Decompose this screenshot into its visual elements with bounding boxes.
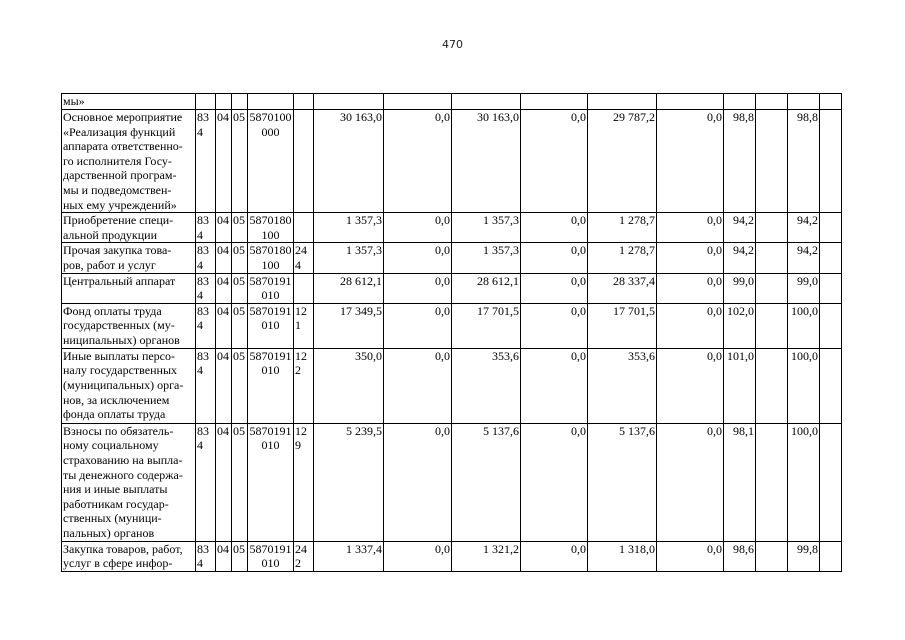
cell-ved: 834 <box>196 423 216 541</box>
cell-percent-1: 99,0 <box>724 273 756 303</box>
cell-pr: 05 <box>232 423 248 541</box>
cell-value-2: 0,0 <box>384 423 452 541</box>
cell-empty <box>820 273 842 303</box>
cell-value-2: 0,0 <box>384 348 452 423</box>
cell-empty <box>820 541 842 571</box>
cell-pr <box>232 94 248 110</box>
cell-csr: 5870180 100 <box>249 243 292 272</box>
cell-value-1: 1 357,3 <box>314 213 384 243</box>
cell-value-5: 17 701,5 <box>588 303 657 348</box>
cell-percent-2: 94,2 <box>788 243 820 273</box>
cell-value-6: 0,0 <box>657 348 724 423</box>
cell-value-4: 0,0 <box>521 541 588 571</box>
cell-csr: 5870191 010 <box>249 541 292 571</box>
cell-vr <box>294 213 314 243</box>
cell-pr: 05 <box>232 243 248 273</box>
cell-value-4: 0,0 <box>521 423 588 541</box>
cell-value-6: 0,0 <box>657 273 724 303</box>
cell-name: Закупка товаров, работ, услуг в сфере инфор- <box>62 541 196 571</box>
cell-empty <box>756 273 788 303</box>
cell-rz: 04 <box>216 110 232 213</box>
cell-percent-1: 102,0 <box>724 303 756 348</box>
cell-value-3: 1 321,2 <box>452 541 521 571</box>
cell-empty <box>756 243 788 273</box>
cell-value-3: 28 612,1 <box>452 273 521 303</box>
table-row <box>62 348 842 423</box>
cell-empty <box>820 110 842 213</box>
cell-value-4 <box>521 94 588 110</box>
cell-pr: 05 <box>232 348 248 423</box>
cell-rz: 04 <box>216 541 232 571</box>
cell-ved: 834 <box>196 303 216 348</box>
cell-pr: 05 <box>232 541 248 571</box>
cell-rz: 04 <box>216 303 232 348</box>
cell-ved: 834 <box>196 273 216 303</box>
cell-value-4: 0,0 <box>521 273 588 303</box>
cell-vr <box>294 273 314 303</box>
cell-name: Прочая закупка това- ров, работ и услуг <box>62 243 196 273</box>
cell-empty <box>820 213 842 243</box>
cell-name: Иные выплаты персо- налу государственных (муниципальных) орга- нов, за исключением фонда оплаты труда <box>62 348 196 423</box>
cell-value-3 <box>452 94 521 110</box>
cell-pr: 05 <box>232 273 248 303</box>
table-row <box>62 273 842 303</box>
cell-ved: 834 <box>196 213 216 243</box>
cell-name: Фонд оплаты труда государственных (му- ниципальных) органов <box>62 303 196 348</box>
cell-value-3: 17 701,5 <box>452 303 521 348</box>
cell-value-3: 1 357,3 <box>452 243 521 273</box>
cell-value-6: 0,0 <box>657 213 724 243</box>
table-row <box>62 94 842 110</box>
cell-value-1 <box>314 94 384 110</box>
cell-ved: 834 <box>196 110 216 213</box>
cell-empty <box>756 110 788 213</box>
cell-ved: 834 <box>196 541 216 571</box>
cell-vr <box>294 110 314 213</box>
cell-empty <box>820 303 842 348</box>
cell-percent-2: 98,8 <box>788 110 820 213</box>
budget-table-body <box>62 94 842 572</box>
cell-empty <box>756 348 788 423</box>
cell-empty <box>756 94 788 110</box>
cell-rz: 04 <box>216 273 232 303</box>
cell-value-2 <box>384 94 452 110</box>
cell-vr: 244 <box>294 243 314 273</box>
cell-percent-2: 100,0 <box>788 303 820 348</box>
cell-value-3: 5 137,6 <box>452 423 521 541</box>
cell-value-5 <box>588 94 657 110</box>
cell-value-5: 28 337,4 <box>588 273 657 303</box>
cell-value-4: 0,0 <box>521 348 588 423</box>
cell-value-4: 0,0 <box>521 303 588 348</box>
cell-percent-1: 101,0 <box>724 348 756 423</box>
cell-value-4: 0,0 <box>521 243 588 273</box>
table-row <box>62 243 842 273</box>
cell-value-1: 1 337,4 <box>314 541 384 571</box>
cell-rz: 04 <box>216 348 232 423</box>
cell-vr: 122 <box>294 348 314 423</box>
cell-csr: 5870180 100 <box>249 213 292 242</box>
cell-value-3: 1 357,3 <box>452 213 521 243</box>
cell-value-2: 0,0 <box>384 273 452 303</box>
cell-value-1: 1 357,3 <box>314 243 384 273</box>
cell-value-5: 1 278,7 <box>588 213 657 243</box>
cell-empty <box>820 348 842 423</box>
cell-percent-1: 98,1 <box>724 423 756 541</box>
cell-value-1: 28 612,1 <box>314 273 384 303</box>
cell-value-4: 0,0 <box>521 213 588 243</box>
cell-empty <box>756 303 788 348</box>
cell-rz: 04 <box>216 423 232 541</box>
cell-empty <box>820 94 842 110</box>
cell-csr: 5870191 010 <box>248 303 294 348</box>
cell-value-1: 30 163,0 <box>314 110 384 213</box>
cell-ved: 834 <box>196 348 216 423</box>
cell-value-5: 353,6 <box>588 348 657 423</box>
cell-percent-1 <box>724 94 756 110</box>
cell-percent-2: 94,2 <box>788 213 820 243</box>
cell-vr: 121 <box>294 303 314 348</box>
table-row <box>62 423 842 541</box>
cell-value-6: 0,0 <box>657 303 724 348</box>
cell-vr: 129 <box>294 423 314 541</box>
cell-vr: 242 <box>294 541 314 571</box>
cell-csr: 5870191 010 <box>248 423 294 541</box>
table-row <box>62 110 842 213</box>
cell-ved: 834 <box>196 243 216 273</box>
cell-value-1: 350,0 <box>314 348 384 423</box>
cell-csr: 5870191 010 <box>248 348 294 423</box>
cell-value-1: 17 349,5 <box>314 303 384 348</box>
cell-percent-2 <box>788 94 820 110</box>
cell-percent-2: 99,8 <box>788 541 820 571</box>
cell-csr: 5870191 010 <box>249 273 292 303</box>
cell-percent-2: 99,0 <box>788 273 820 303</box>
cell-value-2: 0,0 <box>384 213 452 243</box>
table-row <box>62 303 842 348</box>
cell-vr <box>294 94 314 110</box>
cell-name: Взносы по обязатель- ному социальному страхованию на выпла- ты денежного содержа- ния и иные выплаты работникам государ- ственных (муници- пальных) органов <box>62 423 196 541</box>
cell-percent-1: 94,2 <box>724 243 756 273</box>
cell-empty <box>756 541 788 571</box>
cell-empty <box>756 423 788 541</box>
cell-value-5: 5 137,6 <box>588 423 657 541</box>
cell-csr <box>248 94 294 110</box>
cell-percent-2: 100,0 <box>788 423 820 541</box>
page-number: 470 <box>442 38 463 51</box>
cell-value-6: 0,0 <box>657 423 724 541</box>
cell-pr: 05 <box>232 110 248 213</box>
cell-percent-1: 98,8 <box>724 110 756 213</box>
cell-pr: 05 <box>232 303 248 348</box>
cell-value-3: 30 163,0 <box>452 110 521 213</box>
cell-empty <box>756 213 788 243</box>
cell-value-1: 5 239,5 <box>314 423 384 541</box>
cell-ved <box>196 94 216 110</box>
table-row <box>62 213 842 243</box>
cell-rz: 04 <box>216 213 232 243</box>
cell-empty <box>820 423 842 541</box>
cell-value-5: 29 787,2 <box>588 110 657 213</box>
cell-value-4: 0,0 <box>521 110 588 213</box>
cell-percent-2: 100,0 <box>788 348 820 423</box>
cell-value-2: 0,0 <box>384 110 452 213</box>
cell-value-2: 0,0 <box>384 303 452 348</box>
cell-name: Центральный аппарат <box>62 273 196 303</box>
cell-rz <box>216 94 232 110</box>
cell-value-5: 1 278,7 <box>588 243 657 273</box>
cell-value-6: 0,0 <box>657 110 724 213</box>
cell-empty <box>820 243 842 273</box>
cell-name: Основное мероприятие «Реализация функций аппарата ответственно- го исполнителя Госу- дарственной програм- мы и подведомствен- ных ему учреждений» <box>62 110 196 213</box>
cell-name: мы» <box>62 94 196 110</box>
cell-value-6: 0,0 <box>657 243 724 273</box>
cell-percent-1: 98,6 <box>724 541 756 571</box>
cell-value-5: 1 318,0 <box>588 541 657 571</box>
cell-value-3: 353,6 <box>452 348 521 423</box>
cell-value-6 <box>657 94 724 110</box>
cell-value-2: 0,0 <box>384 541 452 571</box>
cell-percent-1: 94,2 <box>724 213 756 243</box>
cell-value-2: 0,0 <box>384 243 452 273</box>
budget-table <box>61 93 842 572</box>
cell-csr: 5870100 000 <box>248 110 294 213</box>
cell-value-6: 0,0 <box>657 541 724 571</box>
cell-rz: 04 <box>216 243 232 273</box>
cell-name: Приобретение специ- альной продукции <box>62 213 196 243</box>
table-row <box>62 541 842 571</box>
cell-pr: 05 <box>232 213 248 243</box>
